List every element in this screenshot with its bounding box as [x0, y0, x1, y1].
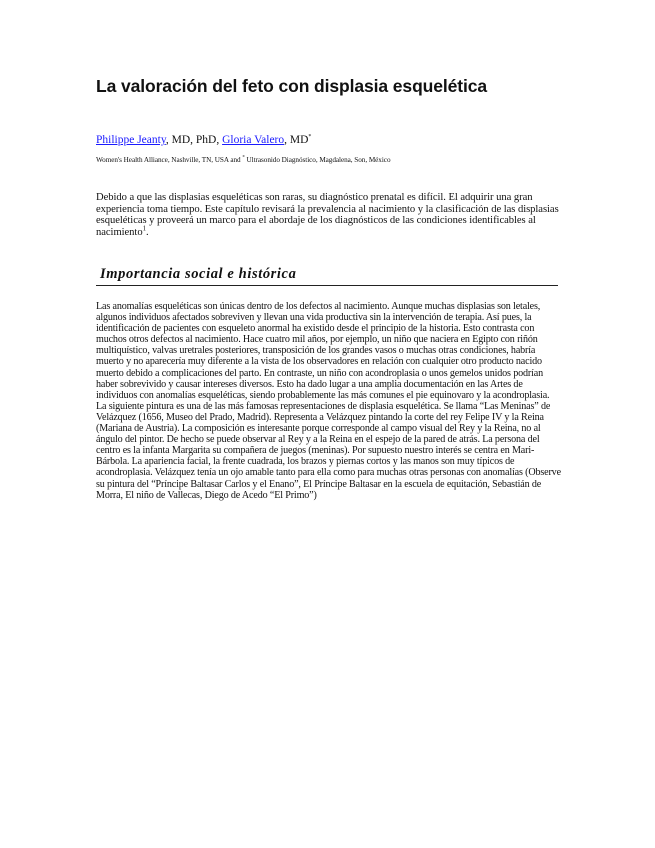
author-link-jeanty[interactable]: Philippe Jeanty: [96, 134, 166, 146]
abstract-paragraph: [96, 192, 562, 238]
affiliation-part2: Ultrasonido Diagnóstico, Magdalena, Son, México: [244, 156, 391, 164]
abstract-end: .: [146, 226, 149, 238]
affiliation-part1: Women's Health Alliance, Nashville, TN, USA and: [96, 156, 243, 164]
affiliation-mark: *: [242, 155, 245, 161]
section-body: [96, 301, 564, 501]
abstract-reference-mark[interactable]: 1: [142, 224, 147, 233]
author2-degrees: , MD: [284, 134, 309, 146]
section-heading: Importancia social e histórica: [96, 266, 558, 286]
author1-degrees: , MD, PhD,: [165, 134, 223, 146]
affiliation-line: [96, 156, 390, 164]
author2-affiliation-mark: *: [308, 134, 312, 141]
body-paragraph-1: Las anomalías esqueléticas son únicas dentro de los defectos al nacimiento. Aunque muchas displasias son letales, algunos individuos afectados sobreviven y llevan una vida productiva sin la intervención de terapia. Así pues, la identificación de pacientes con esqueleto anormal ha existido desde el principio de la historia. Esto contrasta con muchos otros defectos al nacimiento. Hace cuatro mil años, por ejemplo, un niño que naciera en Egipto con riñón multiquístico, valvas uretrales posteriores, transposición de los grandes vasos o muchas otras condiciones, habría muerto y no aparecería muy diferente a la vista de los observadores en relación con cualquier otro producto nacido muerto debido a complicaciones del parto. En contraste, un niño con acondroplasia o unos gemelos unidos podrían haber sobrevivido y causar intereses diversos. Esto ha dado lugar a una amplia documentación en las Artes de individuos con anomalías esqueléticas, siendo probablemente las más comunes el pie equinovaro y la acondroplasia.: [96, 301, 550, 401]
abstract-text: Debido a que las displasias esqueléticas son raras, su diagnóstico prenatal es difícil. El adquirir una gran experiencia toma tiempo. Este capítulo revisará la prevalencia al nacimiento y la clasificación de las displasias esqueléticas y proveerá un marco para el abordaje de los diagnósticos de las condiciones identificables al nacimiento: [96, 192, 559, 238]
author-link-valero[interactable]: Gloria Valero: [222, 134, 285, 146]
body-paragraph-2: La siguiente pintura es una de las más famosas representaciones de displasia esquelética. Se llama “Las Meninas” de Velázquez (1656, Museo del Prado, Madrid). Representa a Velázquez pintando la corte del rey Felipe IV y la Reina (Mariana de Austria). La composición es interesante porque corresponde al campo visual del Rey y la Reina, no al ángulo del pintor. De hecho se puede observar al Rey y a la Reina en el espejo de la pared de atrás. La persona del centro es la infanta Margarita su compañera de juegos (meninas). Por supuesto nuestro interés se centra en Mari-Bárbola. La apariencia facial, la frente cuadrada, los brazos y piernas cortos y las manos son muy típicos de acondroplasia. Velázquez tenía un ojo amable tanto para ella como para muchas otras personas con anomalías (Observe su pintura del “Príncipe Baltasar Carlos y el Enano”, El Príncipe Baltasar en la escuela de equitación, Sebastián de Morra, El niño de Vallecas, Diego de Acedo “El Primo”): [96, 400, 561, 501]
author-line: [96, 134, 311, 146]
document-title: La valoración del feto con displasia esquelética: [96, 76, 488, 96]
